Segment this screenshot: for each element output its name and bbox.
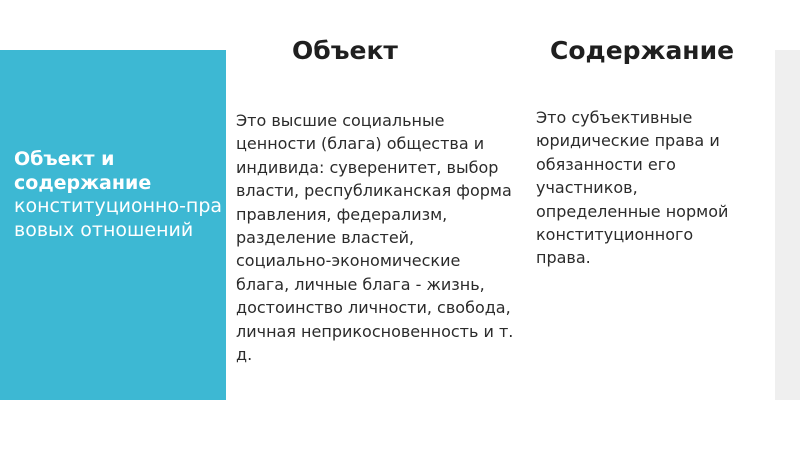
sidebar-heading [14,148,224,242]
sidebar-heading-bold: Объект и содержание [14,148,152,194]
content-column-title: Содержание [550,36,735,65]
sidebar-heading-rest: конституционно-правовых отношений [14,195,223,241]
object-description: Это высшие социальные ценности (блага) общества и индивида: суверенитет, выбор власти, республиканская форма правления, федерализм, разделение властей, социально-экономические блага, личные блага - жизнь, достоинство личности, свобода, личная неприкосновенность и т. д. [236,111,514,365]
content-description: Это субъективные юридические права и обязанности его участников, определенные нормой конституционного права. [536,108,729,268]
right-decorative-strip [775,50,800,400]
object-column-title: Объект [292,36,398,65]
